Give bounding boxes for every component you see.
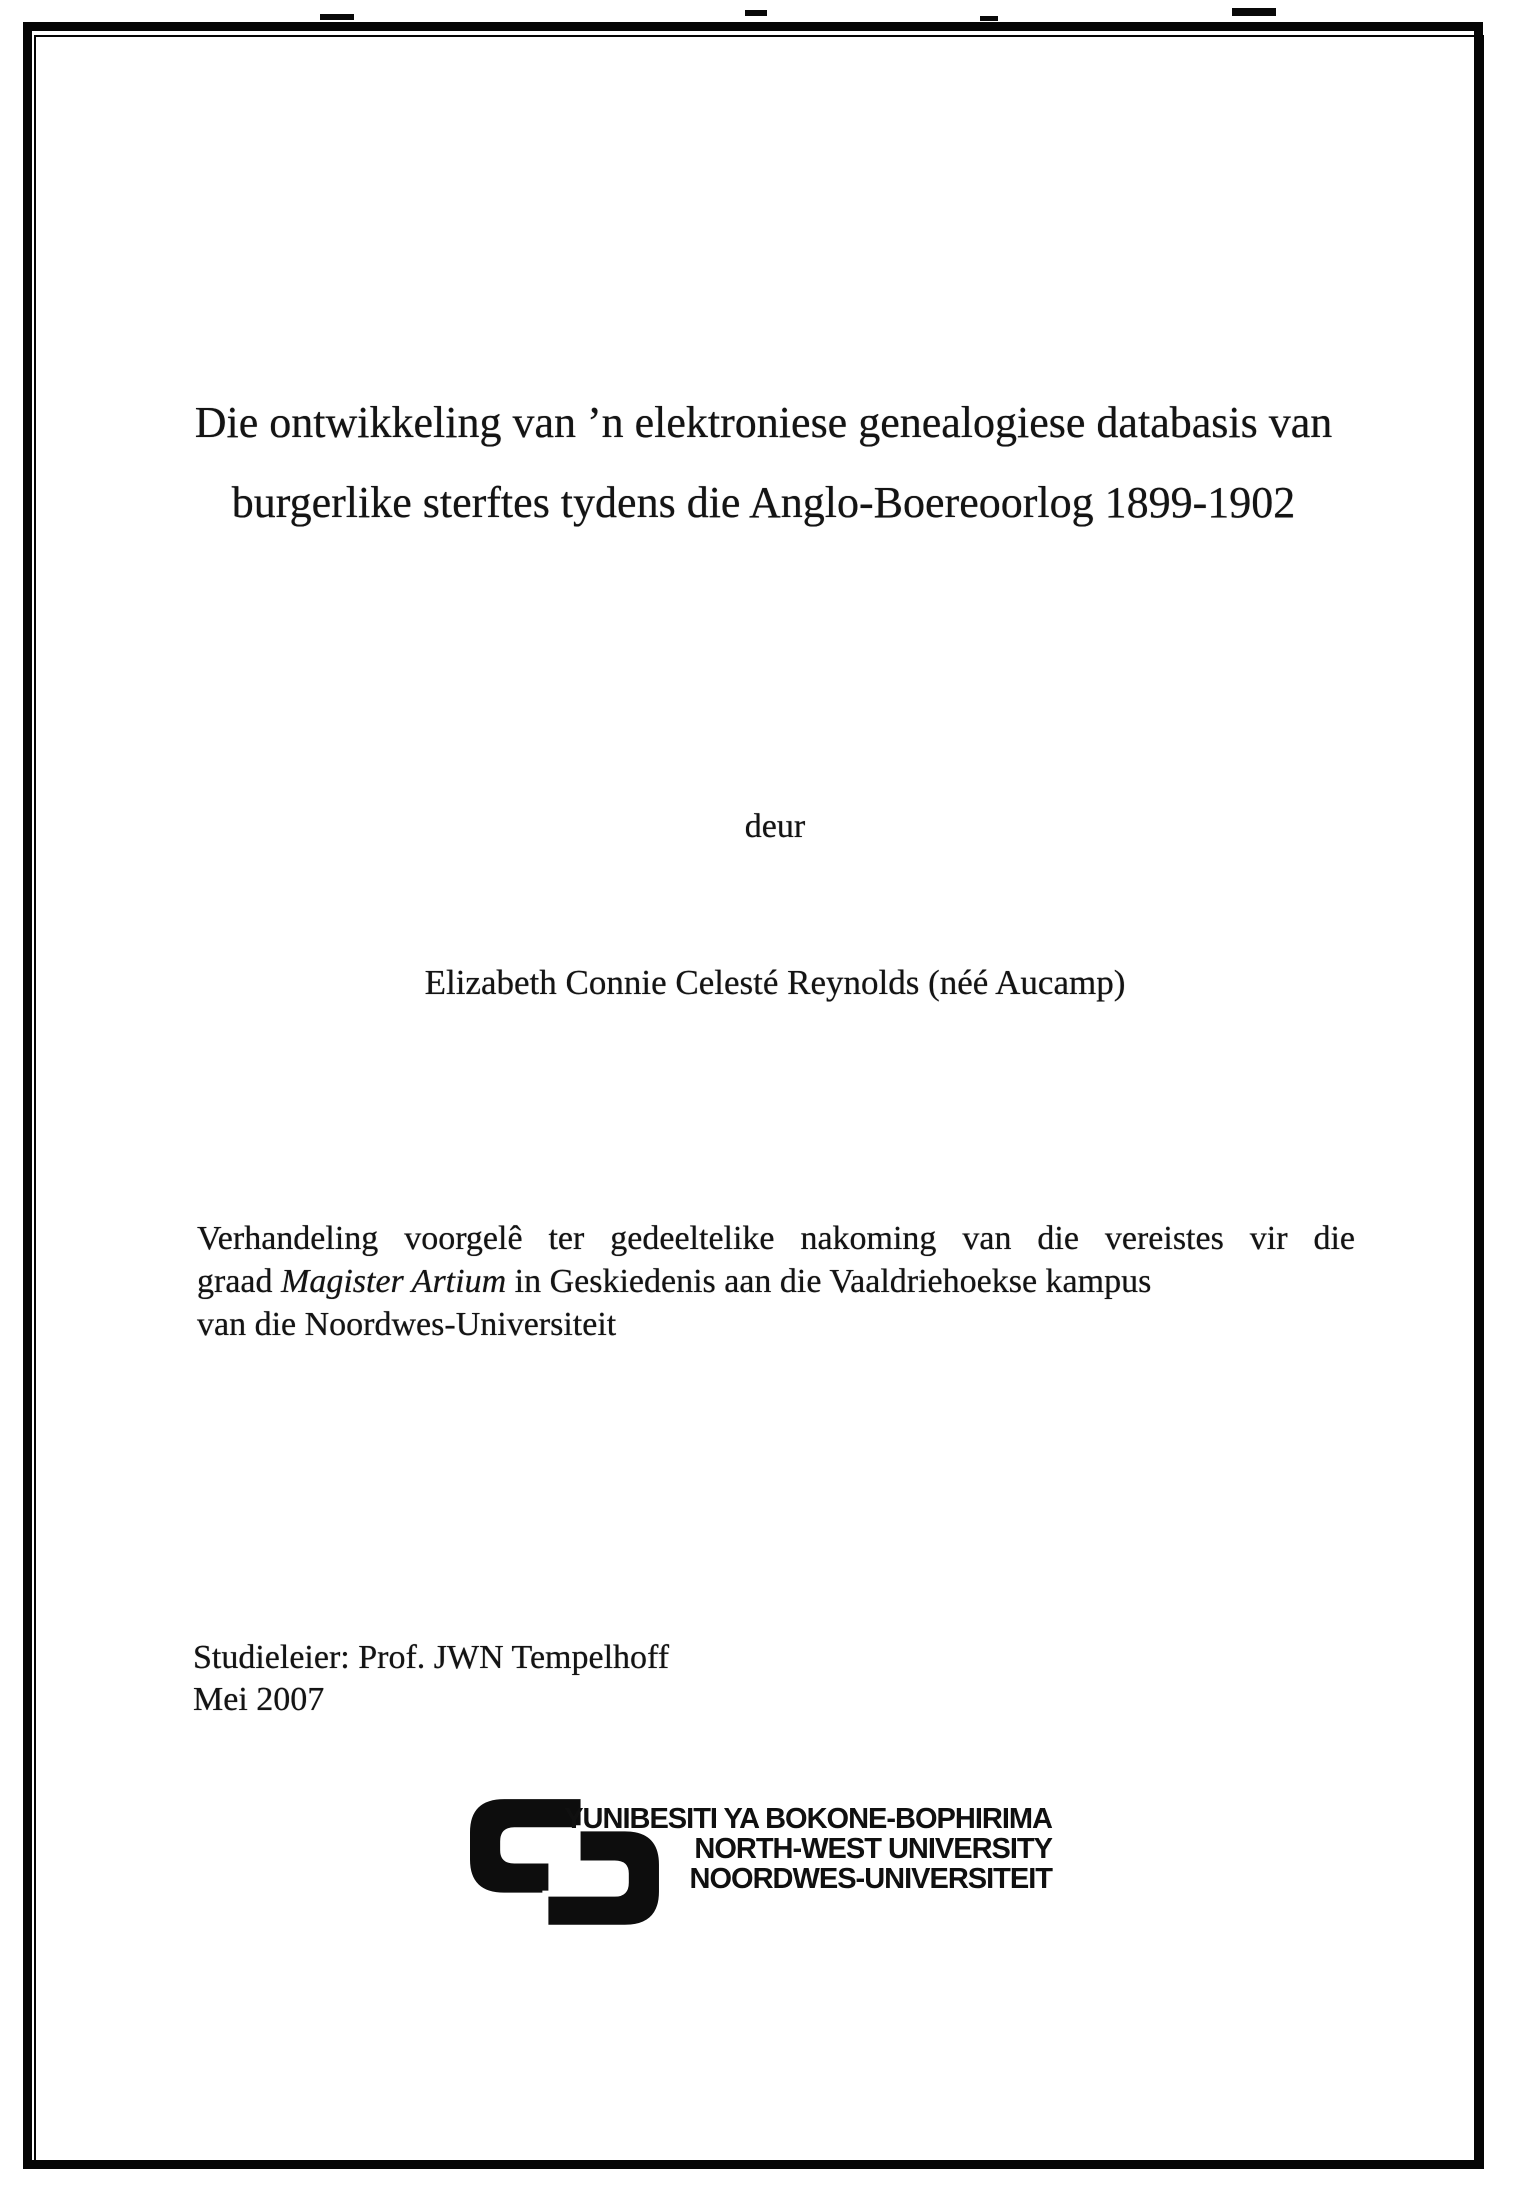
logo-line-setswana: YUNIBESITI YA BOKONE-BOPHIRIMA: [564, 1803, 1052, 1835]
degree-name-italic: Magister Artium: [281, 1263, 507, 1300]
statement-line-1: Verhandeling voorgelê ter gedeeltelike nakoming van die vereistes vir die: [197, 1220, 1355, 1257]
date-line: Mei 2007: [193, 1681, 325, 1718]
title-line-1: Die ontwikkeling van ’n elektroniese genealogiese databasis van: [194, 398, 1333, 447]
logo-line-afrikaans: NOORDWES-UNIVERSITEIT: [689, 1863, 1052, 1895]
statement-line-2-suffix: in Geskiedenis aan die Vaaldriehoekse kampus: [506, 1263, 1152, 1300]
scan-artifact: [320, 14, 354, 20]
statement-line-3: van die Noordwes-Universiteit: [197, 1306, 617, 1343]
title-line-2: burgerlike sterftes tydens die Anglo-Boereoorlog 1899-1902: [231, 478, 1296, 527]
supervisor-line: Studieleier: Prof. JWN Tempelhoff: [193, 1639, 670, 1676]
scan-artifact: [1232, 8, 1276, 16]
university-logo-text: [564, 1804, 1052, 1894]
thesis-title: [90, 383, 1437, 543]
supervisor-block: [193, 1637, 1093, 1721]
author-name: Elizabeth Connie Celesté Reynolds (néé Aucamp): [424, 963, 1126, 1002]
byline-word: deur: [744, 808, 806, 845]
scan-artifact: [745, 10, 767, 16]
degree-statement: [197, 1217, 1355, 1346]
logo-line-english: NORTH-WEST UNIVERSITY: [694, 1833, 1052, 1865]
statement-line-2-prefix: graad: [197, 1263, 282, 1300]
scan-artifact: [980, 16, 998, 21]
statement-line-2: [197, 1260, 1355, 1303]
